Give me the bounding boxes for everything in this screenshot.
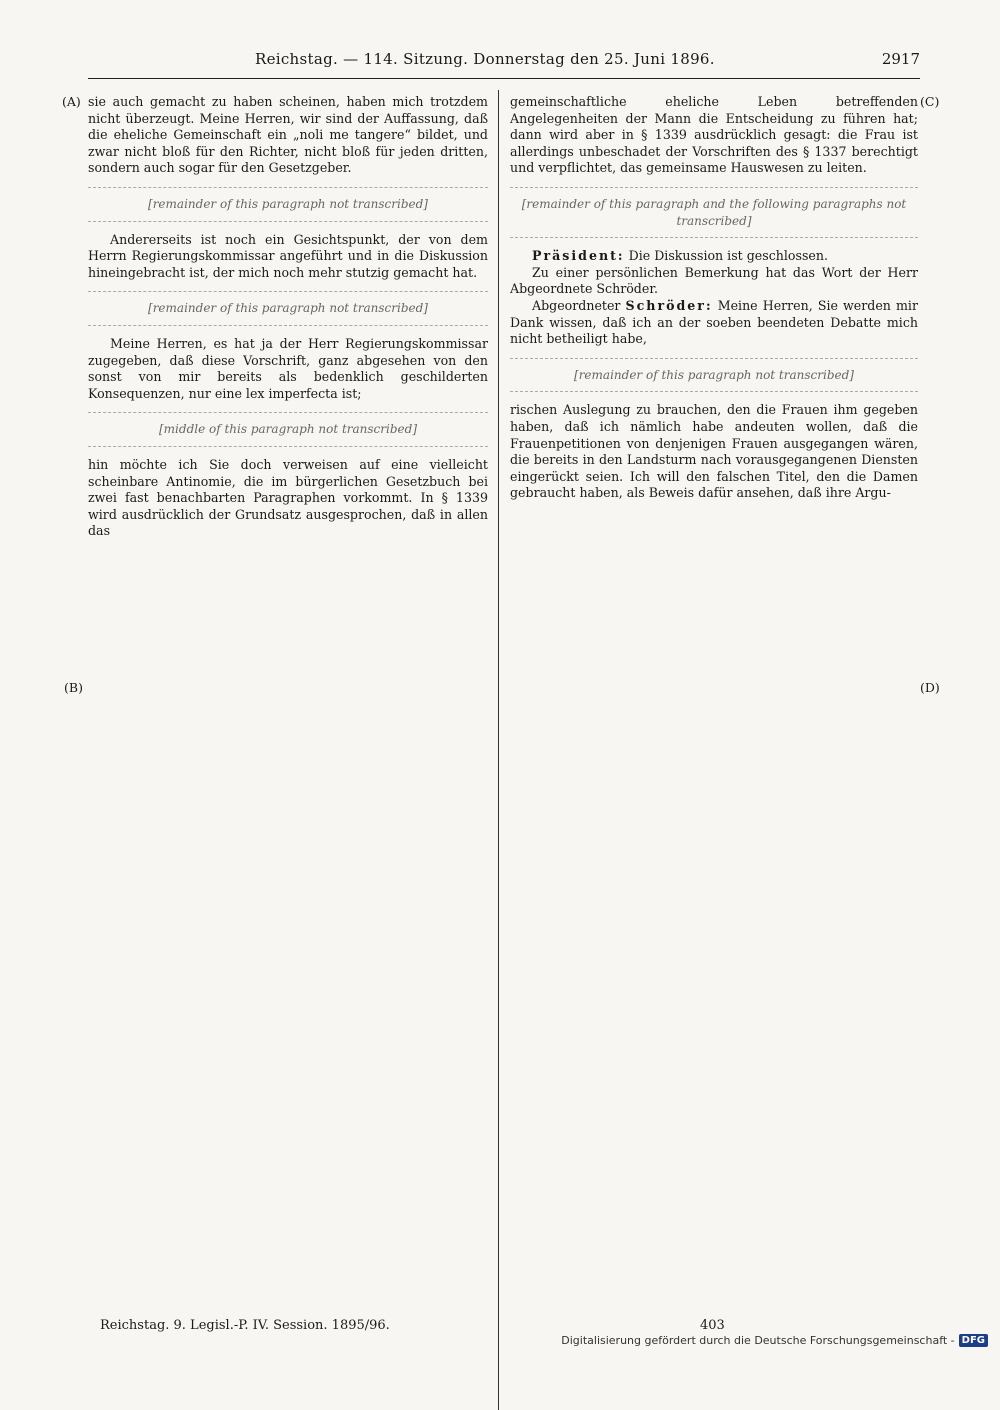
column-divider bbox=[498, 90, 499, 1410]
praesident-paragraph bbox=[510, 248, 918, 265]
page-header bbox=[88, 50, 920, 74]
margin-marker-a: (A) bbox=[62, 94, 81, 109]
omitted-text-note: [remainder of this paragraph and the following paragraphs not transcribed] bbox=[510, 187, 918, 238]
margin-marker-b: (B) bbox=[64, 680, 83, 695]
left-column bbox=[88, 94, 488, 540]
praesident-label: Präsident: bbox=[532, 248, 625, 264]
dfg-text: Digitalisierung gefördert durch die Deutsche Forschungsgemeinschaft - bbox=[561, 1334, 955, 1347]
header-title: Reichstag. — 114. Sitzung. Donnerstag den 25. Juni 1896. bbox=[254, 50, 715, 68]
speaker-text: Meine Herren, Sie werden mir Dank wissen, daß ich an der soeben beendeten Debatte mich nicht betheiligt habe, bbox=[510, 297, 918, 347]
omitted-text-note: [middle of this paragraph not transcribed] bbox=[88, 412, 488, 447]
speaker-name: Schröder: bbox=[625, 297, 713, 313]
margin-marker-c: (C) bbox=[920, 94, 940, 109]
footer-session: Reichstag. 9. Legisl.-P. IV. Session. 1895/96. bbox=[100, 1318, 390, 1333]
page-number: 2917 bbox=[881, 50, 920, 68]
speaker-intro: Abgeordneter bbox=[532, 297, 621, 313]
right-column-closing: rischen Auslegung zu brauchen, den die Frauen ihm gegeben haben, daß ich nämlich habe andeuten wollen, daß die Frauenpetitionen von denjenigen Frauen ausgegangen wären, die bereits in den Landsturm nach vorausgegangenen Diensten eingerückt seien. Ich will den falschen Titel, den die Damen gebraucht haben, als Beweis dafür ansehen, daß ihre Argu- bbox=[510, 402, 918, 501]
dfg-logo: DFG bbox=[959, 1334, 988, 1347]
header-rule bbox=[88, 78, 920, 79]
closing-paragraph-start: Meine Herren, es hat ja der Herr Regierungskommissar zugegeben, daß diese Vorschrift, ganz abgesehen von den sonst von mir bereits als bedenklich geschilderten Konsequenzen, nur eine lex imperfecta ist; bbox=[88, 335, 488, 401]
praesident-text: Die Diskussion ist geschlossen. bbox=[628, 248, 828, 264]
speaker-paragraph bbox=[510, 298, 918, 348]
left-column-opening: sie auch gemacht zu haben scheinen, haben mich trotzdem nicht überzeugt. Meine Herren, wir sind der Auffassung, daß die eheliche Gemeinschaft ein „noli me tangere“ bildet, und zwar nicht bloß für den Richter, nicht bloß für jeden dritten, sondern auch sogar für den Gesetzgeber. bbox=[88, 94, 488, 176]
left-column-closing: hin möchte ich Sie doch verweisen auf eine vielleicht scheinbare Antinomie, die im bürgerlichen Gesetzbuch bei zwei fast benachbarten Paragraphen vorkommt. In § 1339 wird ausdrücklich der Grundsatz ausgesprochen, daß in allen das bbox=[88, 456, 488, 539]
omitted-text-note: [remainder of this paragraph not transcribed] bbox=[88, 291, 488, 326]
right-column-opening: gemeinschaftliche eheliche Leben betreffenden Angelegenheiten der Mann die Entscheidung zu führen hat; dann wird aber in § 1339 ausdrücklich gesagt: die Frau ist allerdings unbeschadet der Vorschriften des § 1337 berechtigt und verpflichtet, das gemeinsame Hauswesen zu leiten. bbox=[510, 94, 918, 176]
right-column bbox=[510, 94, 918, 502]
dfg-notice bbox=[561, 1334, 988, 1347]
omitted-text-note: [remainder of this paragraph not transcribed] bbox=[88, 187, 488, 222]
footer-sheet-number: 403 bbox=[700, 1318, 725, 1333]
margin-marker-d: (D) bbox=[920, 680, 940, 695]
persoenliche-bemerkung: Zu einer persönlichen Bemerkung hat das Wort der Herr Abgeordnete Schröder. bbox=[510, 264, 918, 297]
paragraph-b-start: Andererseits ist noch ein Gesichtspunkt, der von dem Herrn Regierungskommissar angeführt und in die Diskussion hineingebracht ist, der mich noch mehr stutzig gemacht hat. bbox=[88, 231, 488, 280]
omitted-text-note: [remainder of this paragraph not transcribed] bbox=[510, 358, 918, 393]
